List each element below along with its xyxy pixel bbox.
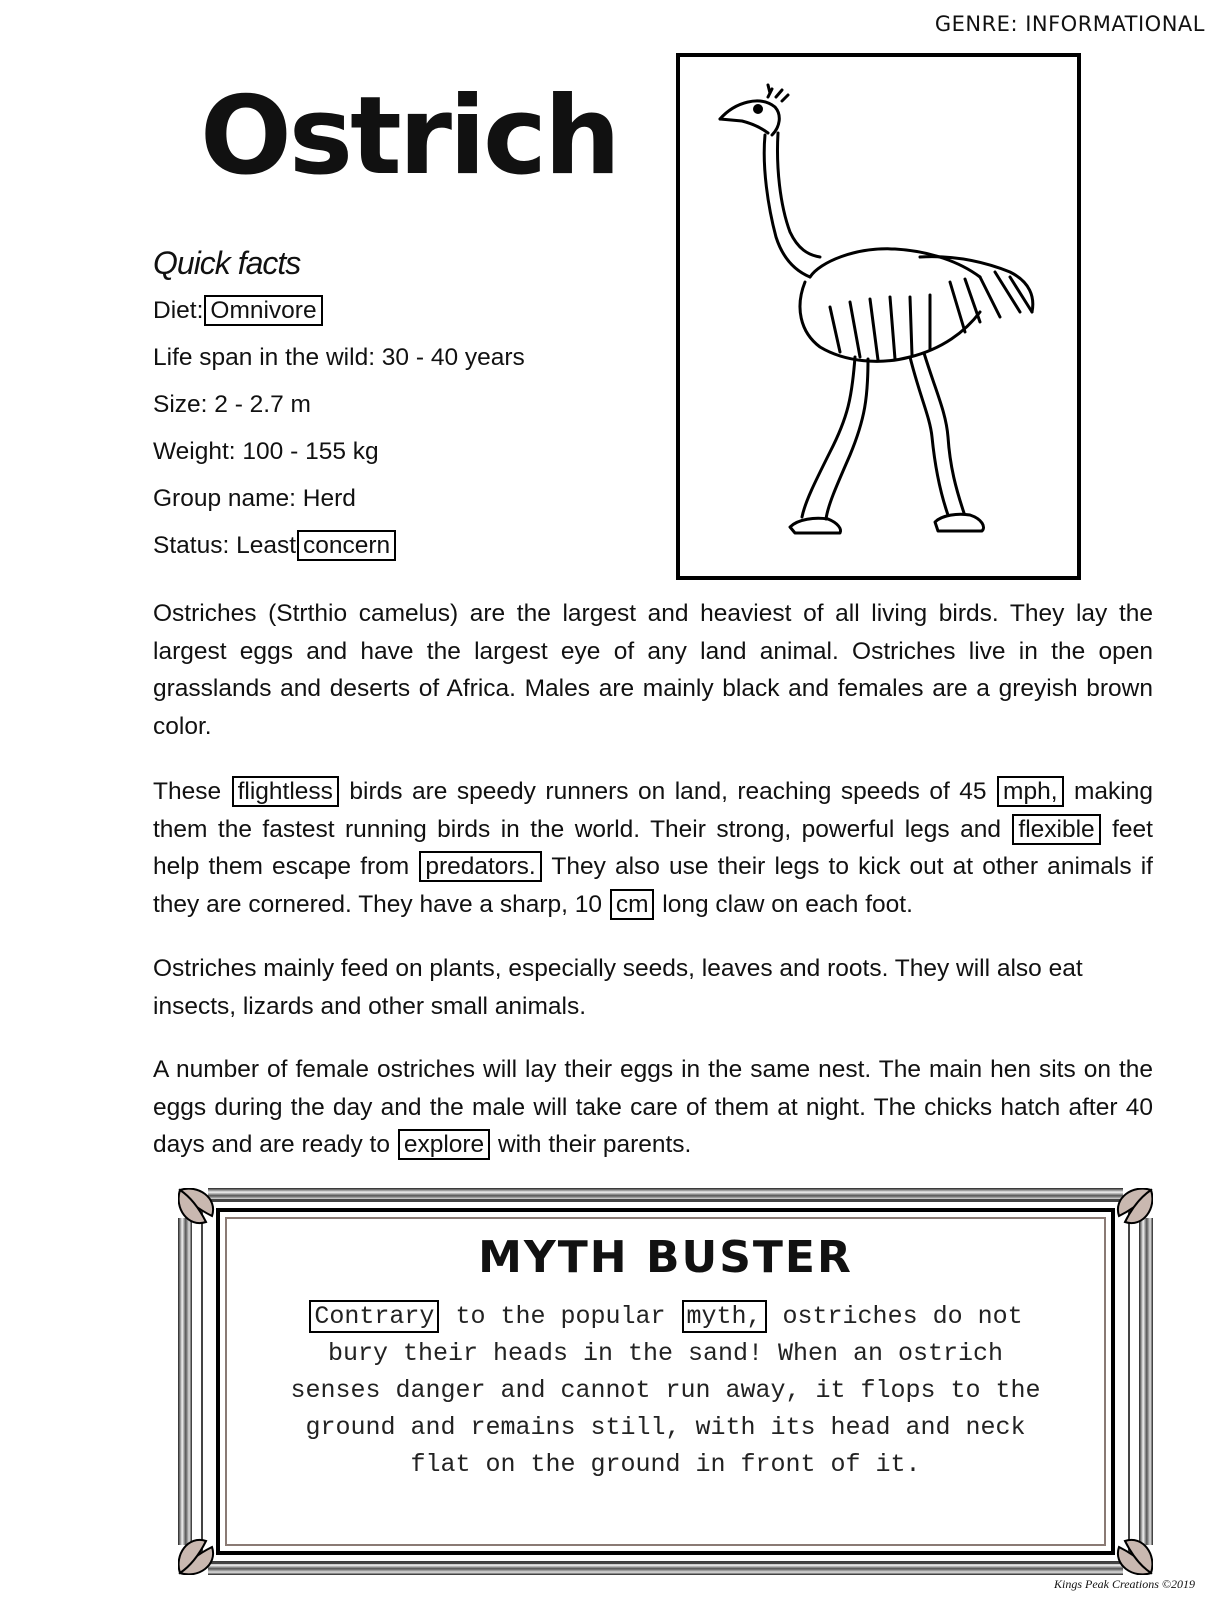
vocab-contrary: Contrary [309,1300,439,1333]
paragraph-4 [153,1051,1153,1164]
paragraph-1: Ostriches (Strthio camelus) are the largest and heaviest of all living birds. They lay the largest eggs and have the largest eye of any land animal. Ostriches live in the open grasslands and deserts of Africa. Males are mainly black and females are a greyish brown color. [153,600,1153,740]
vocab-flightless: flightless [232,776,339,807]
p2-text-6: long claw on each foot. [662,890,913,918]
p2-text-3: making them the fastest running birds in the world. Their strong, powerful legs and [153,778,1153,843]
ostrich-drawing [680,57,1077,576]
genre-label: GENRE: INFORMATIONAL [934,12,1205,36]
p2-text-5: They also use their legs to kick out at other animals if they are cornered. They have a sharp, 10 [153,853,1153,918]
p4-text-1: A number of female ostriches will lay their eggs in the same nest. The main hen sits on the eggs during the day and the male will take care of them at night. The chicks hatch after 40 days and are ready to [153,1056,1153,1158]
p2-text-4: feet help them escape from [153,815,1153,880]
vocab-predators: predators. [419,851,541,882]
vocab-flexible: flexible [1012,814,1100,845]
myth-buster-text [278,1298,1053,1483]
quick-facts [153,245,525,576]
vocab-omnivore: Omnivore [204,295,322,326]
copyright-credit: Kings Peak Creations ©2019 [1054,1577,1195,1591]
vocab-cm: cm [610,889,655,920]
fact-lifespan: Life span in the wild: 30 - 40 years [153,344,525,371]
myth-buster-title: MYTH BUSTER [478,1232,853,1283]
quick-facts-heading: Quick facts [153,245,301,281]
p4-text-2: with their parents. [497,1131,692,1158]
p2-text-2: birds are speedy runners on land, reaching speeds of 45 [349,778,987,805]
fact-status [153,529,525,576]
myth-text-2: ostriches do not bury their heads in the sand! When an ostrich senses danger and cannot run away, it flops to the ground and remains still, with its head and neck flat on the ground in front of it. [290,1302,1041,1479]
vocab-mph: mph, [997,776,1063,807]
p2-text-1: These [153,778,222,805]
ostrich-illustration [676,53,1081,580]
fact-diet-label: Diet: [153,297,204,324]
fact-diet [153,294,525,341]
fact-status-label: Status: Least [153,532,297,559]
fact-size: Size: 2 - 2.7 m [153,391,311,418]
page-title: Ostrich [200,74,618,199]
fact-group: Group name: Herd [153,485,356,512]
vocab-concern: concern [297,530,396,561]
myth-buster-box [178,1188,1153,1575]
vocab-myth: myth, [682,1300,767,1333]
fact-weight: Weight: 100 - 155 kg [153,438,379,465]
paragraph-3: Ostriches mainly feed on plants, especially seeds, leaves and roots. They will also eat insects, lizards and other small animals. [153,955,1083,1020]
vocab-explore: explore [398,1129,490,1160]
paragraph-2 [153,773,1153,923]
myth-text-1: to the popular [455,1302,666,1331]
